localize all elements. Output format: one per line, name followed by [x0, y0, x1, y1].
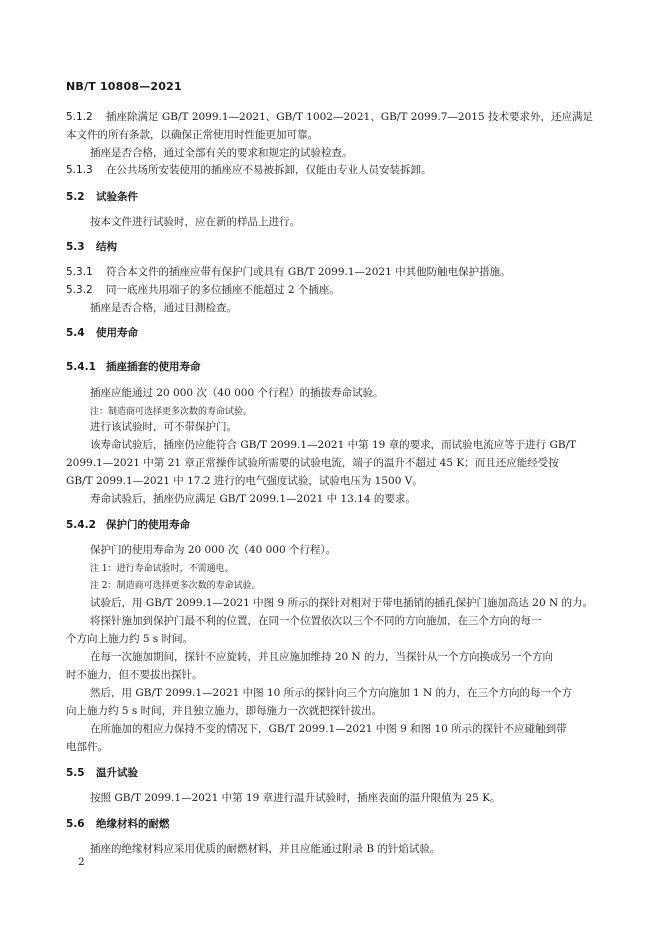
text-line: [90, 686, 572, 700]
section-heading: [66, 190, 138, 204]
text-line: [90, 420, 237, 434]
paragraph-text: 在公共场所安装使用的插座应不易被拆卸，仅能由专业人员安装拆卸。: [106, 164, 432, 176]
text-line: [90, 614, 542, 628]
paragraph-text: 电部件。: [66, 741, 108, 753]
section-title: 保护门的使用寿命: [106, 519, 190, 531]
text-line: [66, 474, 423, 488]
section-number: 5.4.1: [66, 361, 96, 373]
paragraph-text: GB/T 2099.1—2021 中 17.2 进行的电气强度试验，试验电压为 1500 V。: [66, 475, 423, 487]
section-title: 插座插套的使用寿命: [106, 361, 201, 373]
paragraph-text: 寿命试验后，插座仍应满足 GB/T 2099.1—2021 中 13.14 的要求。: [90, 493, 416, 505]
paragraph-text: 按本文件进行试验时，应在新的样品上进行。: [90, 216, 300, 228]
note-line: [90, 404, 252, 419]
section-title: 结构: [96, 241, 117, 253]
text-line: [90, 215, 300, 229]
section-number: 5.3.1: [66, 266, 93, 278]
text-line: [90, 791, 501, 805]
text-line: [90, 596, 593, 610]
section-title: 试验条件: [96, 191, 138, 203]
section-heading: [66, 766, 138, 780]
section-number: 5.5: [66, 767, 85, 779]
paragraph-text: 插座是否合格，通过目测检查。: [90, 302, 237, 314]
section-title: 绝缘材料的耐燃: [96, 818, 170, 830]
text-line: [66, 128, 318, 142]
text-line: [66, 456, 559, 470]
section-heading: [66, 518, 190, 532]
text-line: [90, 146, 353, 160]
section-heading: [66, 360, 201, 374]
section-number: 5.1.2: [66, 111, 93, 123]
note-line: [90, 561, 234, 576]
paragraph-text: 在所施加的相应力保持不变的情况下，GB/T 2099.1—2021 中图 9 和图 10 所示的探针不应碰触到带: [90, 723, 567, 735]
section-number: 5.6: [66, 818, 85, 830]
note-text: 注 1：进行寿命试验时，不需通电。: [90, 564, 234, 574]
text-line: [90, 386, 384, 400]
section-number: 5.2: [66, 191, 85, 203]
text-line: [66, 163, 432, 177]
paragraph-text: 将探针施加到保护门最不利的位置，在同一个位置依次以三个不同的方向施加，在三个方向的每一: [90, 615, 542, 627]
paragraph-text: 然后，用 GB/T 2099.1—2021 中图 10 所示的探针向三个方向施加 1 N 的力，在三个方向的每一个方: [90, 687, 573, 699]
page-number: 2: [78, 856, 85, 868]
section-number: 5.4: [66, 327, 85, 339]
section-number: 5.3: [66, 241, 85, 253]
section-heading: [66, 326, 138, 340]
paragraph-text: 插座是否合格，通过全部有关的要求和规定的试验检查。: [90, 147, 353, 159]
text-line: [66, 265, 511, 279]
paragraph-text: 时不施力，但不要拔出探针。: [66, 669, 203, 681]
paragraph-text: 2099.1—2021 中第 21 章正常操作试验所需要的试验电流，端子的温升不超过 45 K；而且还应能经受按: [66, 457, 559, 469]
paragraph-text: 符合本文件的插座应带有保护门或具有 GB/T 2099.1—2021 中其他防触电保护措施。: [106, 266, 511, 278]
text-line: [66, 740, 108, 754]
text-line: [90, 438, 576, 452]
text-line: [66, 110, 593, 124]
paragraph-text: 在每一次施加期间，探针不应旋转，并且应施加维持 20 N 的力，当探针从一个方向换成另一个方向: [90, 651, 554, 663]
text-line: [90, 842, 440, 856]
paragraph-text: 本文件的所有条款，以确保正常使用时性能更加可靠。: [66, 129, 318, 141]
paragraph-text: 试验后，用 GB/T 2099.1—2021 中图 9 所示的探针对相对于带电插销的插孔保护门施加高达 20 N 的力。: [90, 597, 594, 609]
note-text: 注 2：制造商可选择更多次数的寿命试验。: [90, 581, 261, 591]
section-title: 使用寿命: [96, 327, 138, 339]
paragraph-text: 向上施力约 5 s 时间，并且独立施力，即每施力一次就把探针拔出。: [66, 705, 383, 717]
text-line: [66, 668, 203, 682]
note-text: 注：制造商可选择更多次数的寿命试验。: [90, 407, 253, 417]
standard-code-header: NB/T 10808—2021: [66, 80, 182, 93]
paragraph-text: 插座除满足 GB/T 2099.1—2021、GB/T 1002—2021、GB/T 2099.7—2015 技术要求外，还应满足: [106, 111, 593, 123]
section-number: 5.3.2: [66, 284, 93, 296]
paragraph-text: 保护门的使用寿命为 20 000 次（40 000 个行程）。: [90, 544, 337, 556]
section-heading: [66, 240, 117, 254]
text-line: [90, 722, 567, 736]
text-line: [90, 492, 416, 506]
section-number: 5.1.3: [66, 164, 93, 176]
section-number: 5.4.2: [66, 519, 96, 531]
text-line: [90, 301, 237, 315]
text-line: [66, 704, 382, 718]
paragraph-text: 个方向上施力约 5 s 时间。: [66, 633, 194, 645]
text-line: [90, 650, 553, 664]
text-line: [66, 283, 340, 297]
paragraph-text: 按照 GB/T 2099.1—2021 中第 19 章进行温升试验时，插座表面的温升限值为 25 K。: [90, 792, 501, 804]
paragraph-text: 插座的绝缘材料应采用优质的耐燃材料，并且应能通过附录 B 的针焰试验。: [90, 843, 441, 855]
paragraph-text: 同一底座共用端子的多位插座不能超过 2 个插座。: [106, 284, 340, 296]
note-line: [90, 578, 261, 593]
section-heading: [66, 817, 170, 831]
section-title: 温升试验: [96, 767, 138, 779]
text-line: [66, 632, 193, 646]
paragraph-text: 该寿命试验后，插座仍应能符合 GB/T 2099.1—2021 中第 19 章的要求，而试验电流应等于进行 GB/T: [90, 439, 577, 451]
paragraph-text: 进行该试验时，可不带保护门。: [90, 421, 237, 433]
paragraph-text: 插座应能通过 20 000 次（40 000 个行程）的插拔寿命试验。: [90, 387, 384, 399]
text-line: [90, 543, 336, 557]
